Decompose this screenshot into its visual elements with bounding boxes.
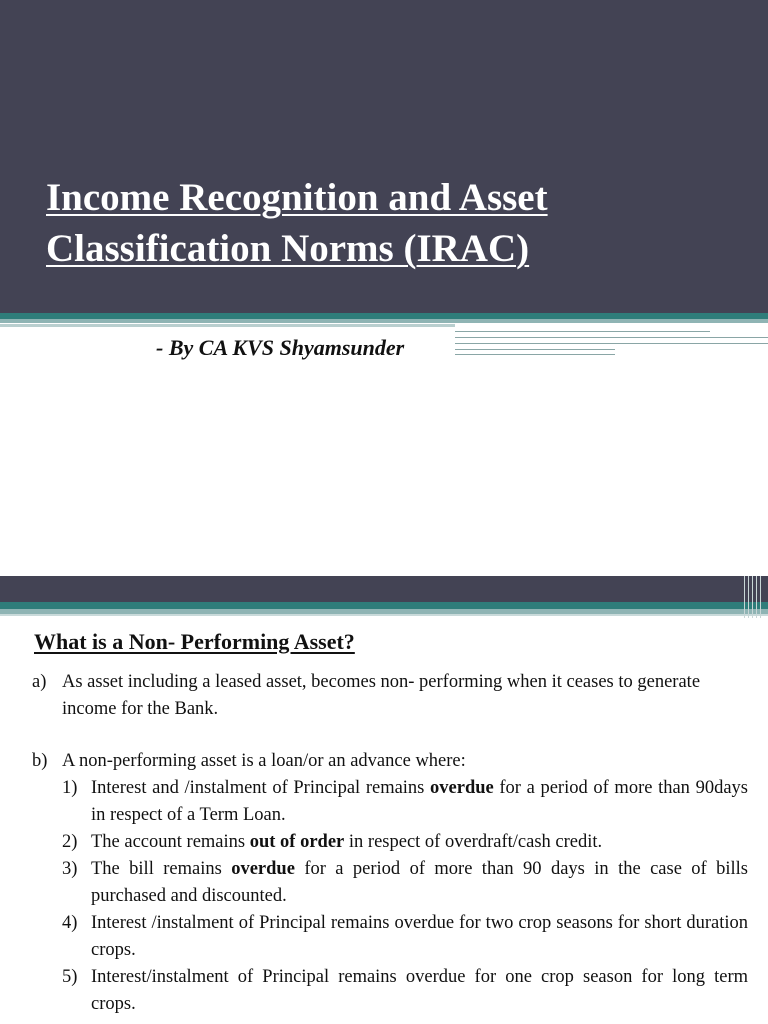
title-line-2: Classification Norms (IRAC) [46, 227, 530, 270]
accent-stripe [0, 602, 768, 609]
accent-stripe-thin [0, 324, 455, 327]
decor-line [455, 349, 615, 350]
criteria-list [62, 775, 748, 1018]
accent-stripe-thin [0, 614, 768, 616]
list-item: 5) Interest/instalment of Principal remains overdue for one crop season for long term crops. [62, 967, 748, 1014]
slide-title [46, 172, 726, 274]
list-item: 4) Interest /instalment of Principal remains overdue for two crop seasons for short duration crops. [62, 913, 748, 960]
decor-line [748, 576, 749, 618]
accent-stripe-light [0, 319, 768, 323]
list-item: 1) Interest and /instalment of Principal remains overdue for a period of more than 90days in respect of a Term Loan. [62, 778, 748, 825]
point-b [32, 748, 748, 775]
decor-line [455, 331, 710, 332]
list-item: 2) The account remains out of order in respect of overdraft/cash credit. [62, 832, 603, 852]
point-a [32, 669, 748, 723]
decor-line [455, 343, 768, 344]
point-b-marker: b) [32, 751, 48, 771]
header-band [0, 576, 768, 602]
decor-line [744, 576, 745, 618]
decor-line [752, 576, 753, 618]
section-heading: What is a Non- Performing Asset? [34, 629, 355, 654]
decor-line [756, 576, 757, 618]
author-line: - By CA KVS Shyamsunder [156, 335, 405, 360]
decor-line [455, 354, 615, 355]
title-line-1: Income Recognition and Asset [46, 176, 548, 219]
point-a-text: As asset including a leased asset, becomes non- performing when it ceases to generate income for the Bank. [62, 672, 701, 719]
point-b-text: A non-performing asset is a loan/or an advance where: [62, 751, 466, 771]
decor-line [760, 576, 761, 618]
list-item: 3) The bill remains overdue for a period of more than 90 days in the case of bills purchased and discounted. [62, 859, 748, 906]
decor-line [455, 337, 768, 338]
content-slide [0, 576, 768, 1024]
point-a-marker: a) [32, 672, 47, 692]
